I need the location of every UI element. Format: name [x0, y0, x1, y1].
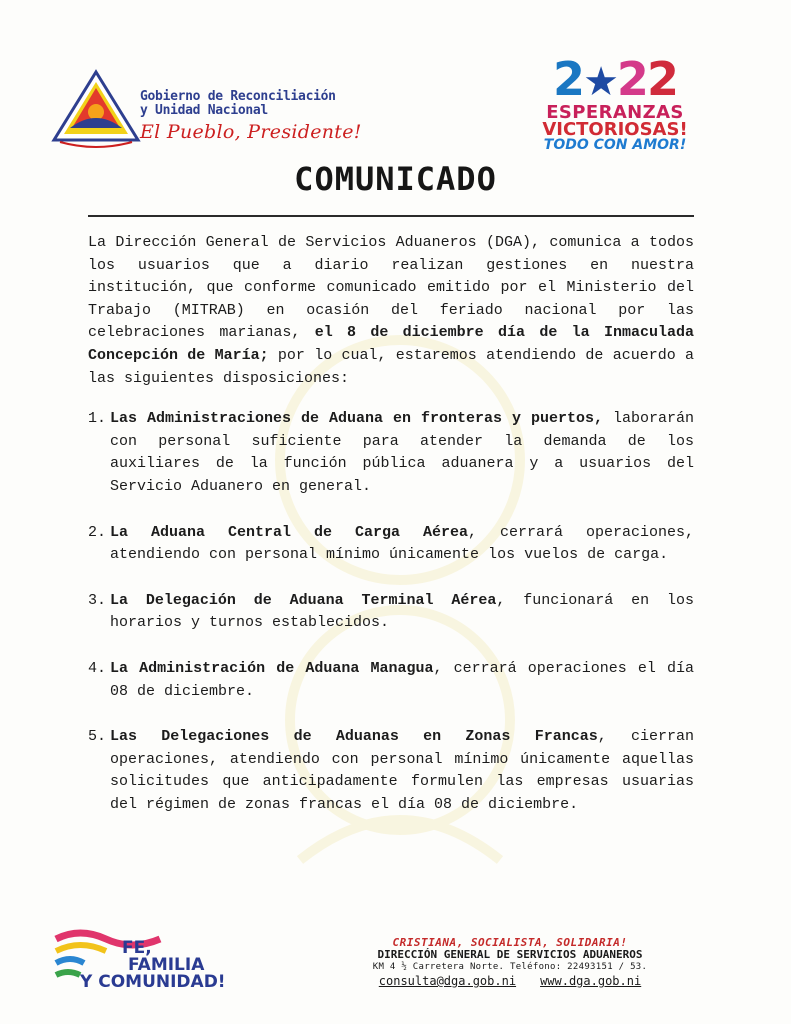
footer-address: KM 4 ½ Carretera Norte. Teléfono: 22493151 / 53.	[372, 962, 648, 972]
badge-year-digit-4: 2	[646, 52, 677, 106]
family-slogan-line-3: Y COMUNIDAD!	[80, 972, 226, 992]
document-title: COMUNICADO	[294, 160, 497, 198]
dispositions-list	[88, 408, 694, 816]
family-slogan-line-1: FE,	[122, 938, 152, 958]
footer-contact	[300, 937, 720, 988]
intro-text-after: por lo cual, estaremos atendiendo de acuerdo a las siguientes disposiciones:	[88, 346, 694, 387]
website-link[interactable]: www.dga.gob.ni	[540, 974, 642, 988]
list-item-text: , cierran operaciones, atendiendo con personal mínimo únicamente aquellas solicitudes que anticipadamente formulen las empresas usuarias del régimen de zonas francas el día 08 de diciembre.	[110, 728, 694, 813]
badge-year-digit-3: 2	[616, 52, 647, 106]
email-link[interactable]: consulta@dga.gob.ni	[378, 974, 517, 988]
list-item-text: , cerrará operaciones, atendiendo con personal mínimo únicamente los vuelos de carga.	[110, 523, 694, 564]
intro-paragraph	[88, 232, 694, 390]
government-slogan: El Pueblo, Presidente!	[140, 121, 362, 143]
badge-year	[520, 52, 710, 106]
list-item-number: 4.	[88, 659, 107, 677]
list-item	[88, 726, 694, 816]
list-item-text: , cerrará operaciones el día 08 de diciembre.	[110, 659, 694, 700]
list-item-lead: Las Administraciones de Aduana en fronteras y puertos,	[110, 410, 603, 428]
badge-line-2: VICTORIOSAS!	[542, 119, 688, 140]
list-item-lead: Las Delegaciones de Aduanas en Zonas Francas	[110, 728, 598, 746]
list-item-lead: La Aduana Central de Carga Aérea	[110, 523, 468, 541]
list-item-text: laborarán con personal suficiente para atender la demanda de los auxiliares de la función pública aduanera y a usuarios del Servicio Aduanero en general.	[110, 410, 694, 495]
badge-year-digit-1: 2	[553, 52, 584, 106]
list-item-text: , funcionará en los horarios y turnos establecidos.	[110, 591, 694, 632]
title-divider	[88, 215, 694, 217]
intro-bold-date: el 8 de diciembre día de la Inmaculada Concepción de María;	[88, 324, 694, 364]
list-item-number: 2.	[88, 523, 107, 541]
badge-line-1: ESPERANZAS	[546, 102, 684, 123]
footer-motto: CRISTIANA, SOCIALISTA, SOLIDARIA!	[392, 936, 628, 949]
government-triangle-logo	[48, 68, 144, 148]
document-body	[88, 232, 694, 839]
list-item	[88, 522, 694, 567]
family-slogan-line-2: FAMILIA	[128, 955, 205, 975]
government-name-line-2: y Unidad Nacional	[140, 103, 268, 118]
list-item-number: 5.	[88, 728, 107, 746]
star-icon: ★	[583, 59, 617, 105]
list-item	[88, 408, 694, 498]
badge-line-3: TODO CON AMOR!	[543, 137, 687, 153]
list-item-number: 1.	[88, 410, 107, 428]
intro-text-before: La Dirección General de Servicios Aduaneros (DGA), comunica a todos los usuarios que a diario realizan gestiones en nuestra institución, que conforme comunicado emitido por el Ministerio del Trabajo (MITRAB) en ocasión del feriado nacional por las celebraciones marianas,	[88, 234, 694, 342]
list-item-number: 3.	[88, 591, 107, 609]
footer-links	[300, 974, 720, 988]
family-slogan	[82, 940, 226, 991]
government-name-line-1: Gobierno de Reconciliación	[140, 89, 336, 104]
esperanzas-2022-logo	[520, 52, 710, 153]
footer-organization: DIRECCIÓN GENERAL DE SERVICIOS ADUANEROS	[377, 948, 643, 961]
government-title	[140, 90, 362, 143]
list-item-lead: La Delegación de Aduana Terminal Aérea	[110, 591, 497, 609]
list-item	[88, 658, 694, 703]
list-item	[88, 590, 694, 635]
list-item-lead: La Administración de Aduana Managua	[110, 659, 434, 677]
